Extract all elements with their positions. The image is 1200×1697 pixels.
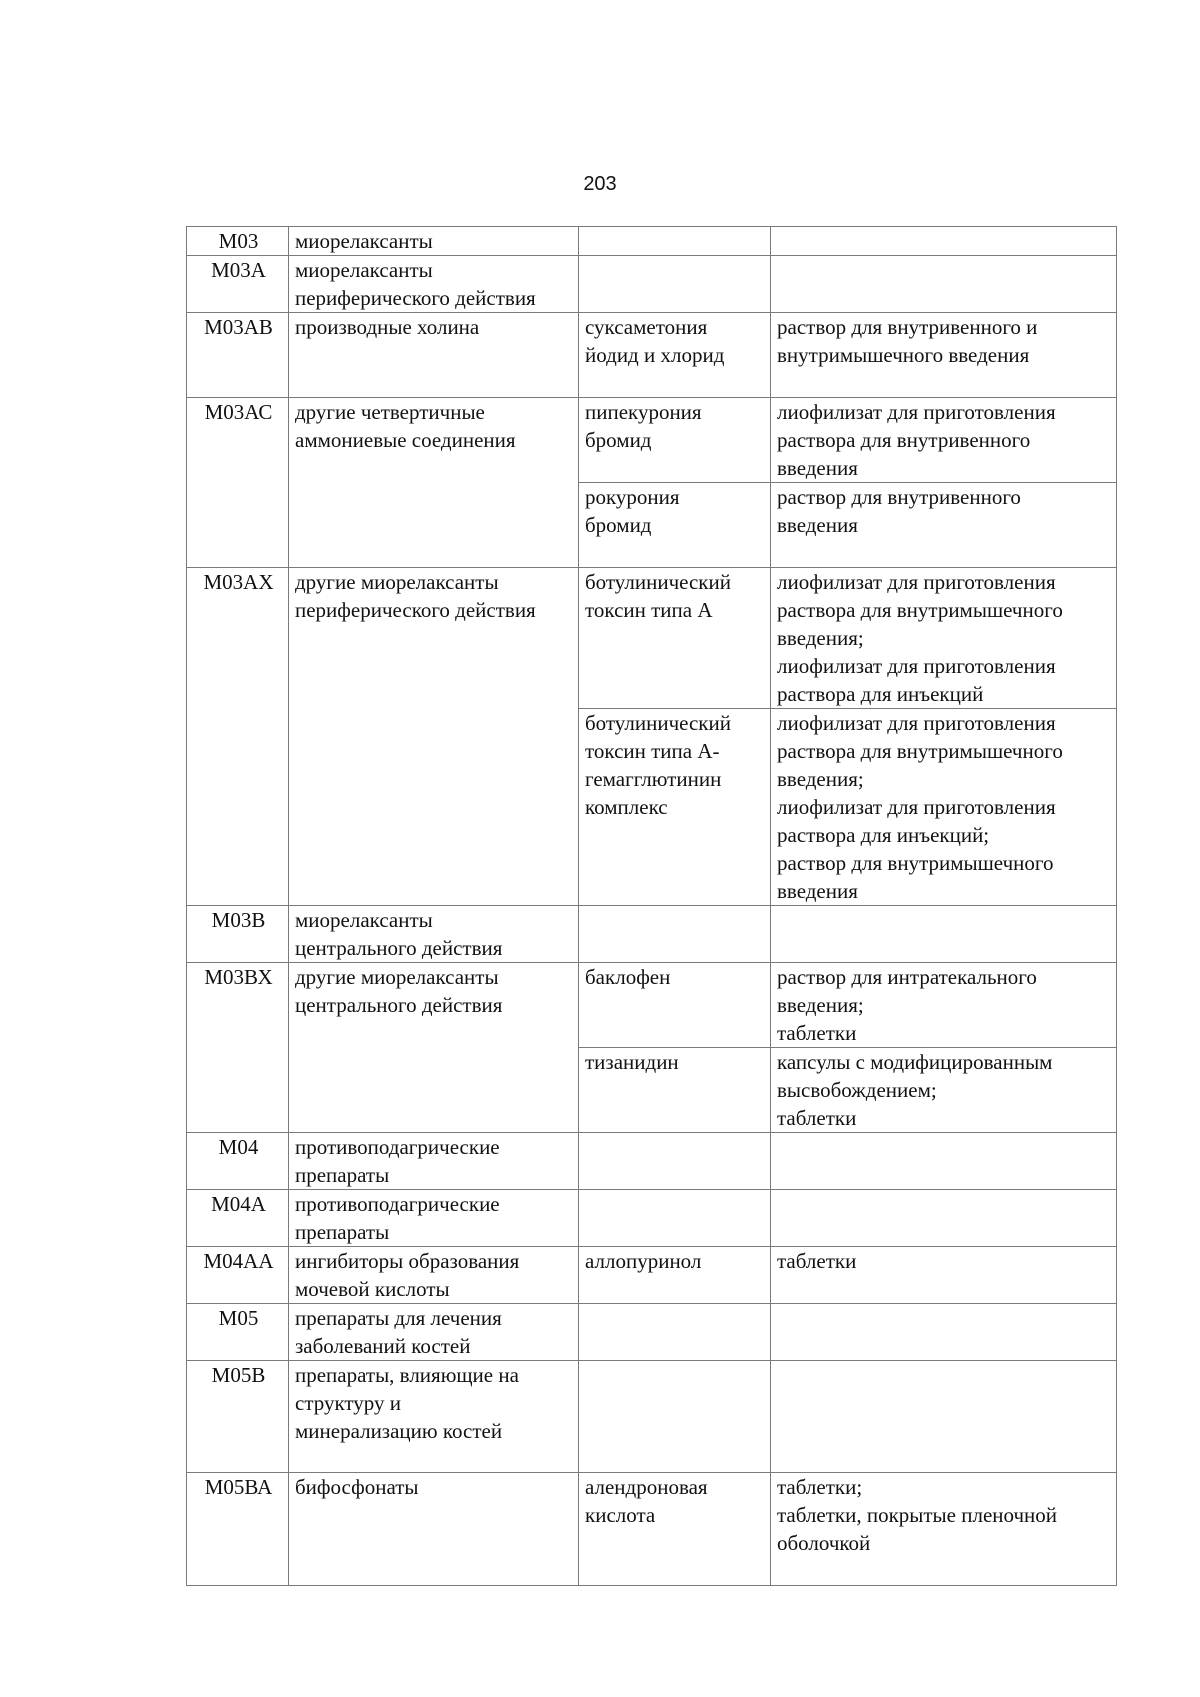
page-number: 203	[583, 173, 617, 195]
group-name-cell: ингибиторы образования мочевой кислоты	[289, 1247, 579, 1304]
group-name-cell: препараты, влияющие на структуру и минерализацию костей	[289, 1361, 579, 1473]
substance-cell: алендроновая кислота	[579, 1473, 771, 1586]
table-row	[187, 1247, 1117, 1304]
dosage-form-cell: раствор для внутривенного и внутримышечного введения	[771, 313, 1117, 398]
table-row	[187, 963, 1117, 1048]
table-row	[187, 313, 1117, 398]
substance-cell	[579, 1190, 771, 1247]
atc-code-cell: М04АА	[187, 1247, 289, 1304]
group-name-cell: производные холина	[289, 313, 579, 398]
atc-code-cell: М04А	[187, 1190, 289, 1247]
group-name-cell: препараты для лечения заболеваний костей	[289, 1304, 579, 1361]
substance-cell	[579, 906, 771, 963]
atc-code-cell: М05В	[187, 1361, 289, 1473]
dosage-form-cell: лиофилизат для приготовления раствора для внутривенного введения	[771, 398, 1117, 483]
atc-code-cell: М03АВ	[187, 313, 289, 398]
group-name-cell: миорелаксанты	[289, 227, 579, 256]
dosage-form-cell	[771, 906, 1117, 963]
substance-cell: тизанидин	[579, 1048, 771, 1133]
substance-cell: ботулинический токсин типа А- гемагглютинин комплекс	[579, 709, 771, 906]
atc-code-cell: М03А	[187, 256, 289, 313]
table-row	[187, 1473, 1117, 1586]
substance-cell: суксаметония йодид и хлорид	[579, 313, 771, 398]
group-name-cell: другие миорелаксанты центрального действия	[289, 963, 579, 1133]
substance-cell: пипекурония бромид	[579, 398, 771, 483]
atc-code-cell: М03ВХ	[187, 963, 289, 1133]
table-row	[187, 906, 1117, 963]
substance-cell: аллопуринол	[579, 1247, 771, 1304]
substance-cell: ботулинический токсин типа А	[579, 568, 771, 709]
dosage-form-cell: раствор для внутривенного введения	[771, 483, 1117, 568]
atc-code-cell: М04	[187, 1133, 289, 1190]
substance-cell	[579, 227, 771, 256]
substance-cell	[579, 256, 771, 313]
substance-cell	[579, 1133, 771, 1190]
group-name-cell: противоподагрические препараты	[289, 1133, 579, 1190]
atc-code-cell: М05	[187, 1304, 289, 1361]
substance-cell	[579, 1304, 771, 1361]
table-row	[187, 1361, 1117, 1473]
table-row	[187, 256, 1117, 313]
table-row	[187, 568, 1117, 709]
group-name-cell: другие четвертичные аммониевые соединения	[289, 398, 579, 568]
dosage-form-cell	[771, 1304, 1117, 1361]
dosage-form-cell	[771, 1133, 1117, 1190]
dosage-form-cell: раствор для интратекального введения; таблетки	[771, 963, 1117, 1048]
table-row	[187, 1304, 1117, 1361]
table-row	[187, 1190, 1117, 1247]
group-name-cell: другие миорелаксанты периферического действия	[289, 568, 579, 906]
group-name-cell: миорелаксанты периферического действия	[289, 256, 579, 313]
dosage-form-cell	[771, 227, 1117, 256]
group-name-cell: противоподагрические препараты	[289, 1190, 579, 1247]
substance-cell: баклофен	[579, 963, 771, 1048]
substance-cell: рокурония бромид	[579, 483, 771, 568]
atc-drug-table	[186, 226, 1117, 1586]
atc-code-cell: М03АС	[187, 398, 289, 568]
table-row	[187, 1133, 1117, 1190]
atc-code-cell: М03	[187, 227, 289, 256]
group-name-cell: миорелаксанты центрального действия	[289, 906, 579, 963]
dosage-form-cell	[771, 256, 1117, 313]
table-row	[187, 398, 1117, 483]
substance-cell	[579, 1361, 771, 1473]
dosage-form-cell: таблетки; таблетки, покрытые пленочной оболочкой	[771, 1473, 1117, 1586]
dosage-form-cell: лиофилизат для приготовления раствора для внутримышечного введения; лиофилизат для приготовления раствора для инъекций	[771, 568, 1117, 709]
dosage-form-cell: таблетки	[771, 1247, 1117, 1304]
atc-code-cell: М05ВА	[187, 1473, 289, 1586]
dosage-form-cell	[771, 1190, 1117, 1247]
atc-code-cell: М03В	[187, 906, 289, 963]
dosage-form-cell: лиофилизат для приготовления раствора для внутримышечного введения; лиофилизат для приготовления раствора для инъекций; раствор для внутримышечного введения	[771, 709, 1117, 906]
atc-code-cell: М03АХ	[187, 568, 289, 906]
dosage-form-cell	[771, 1361, 1117, 1473]
dosage-form-cell: капсулы с модифицированным высвобождением; таблетки	[771, 1048, 1117, 1133]
group-name-cell: бифосфонаты	[289, 1473, 579, 1586]
table-row	[187, 227, 1117, 256]
